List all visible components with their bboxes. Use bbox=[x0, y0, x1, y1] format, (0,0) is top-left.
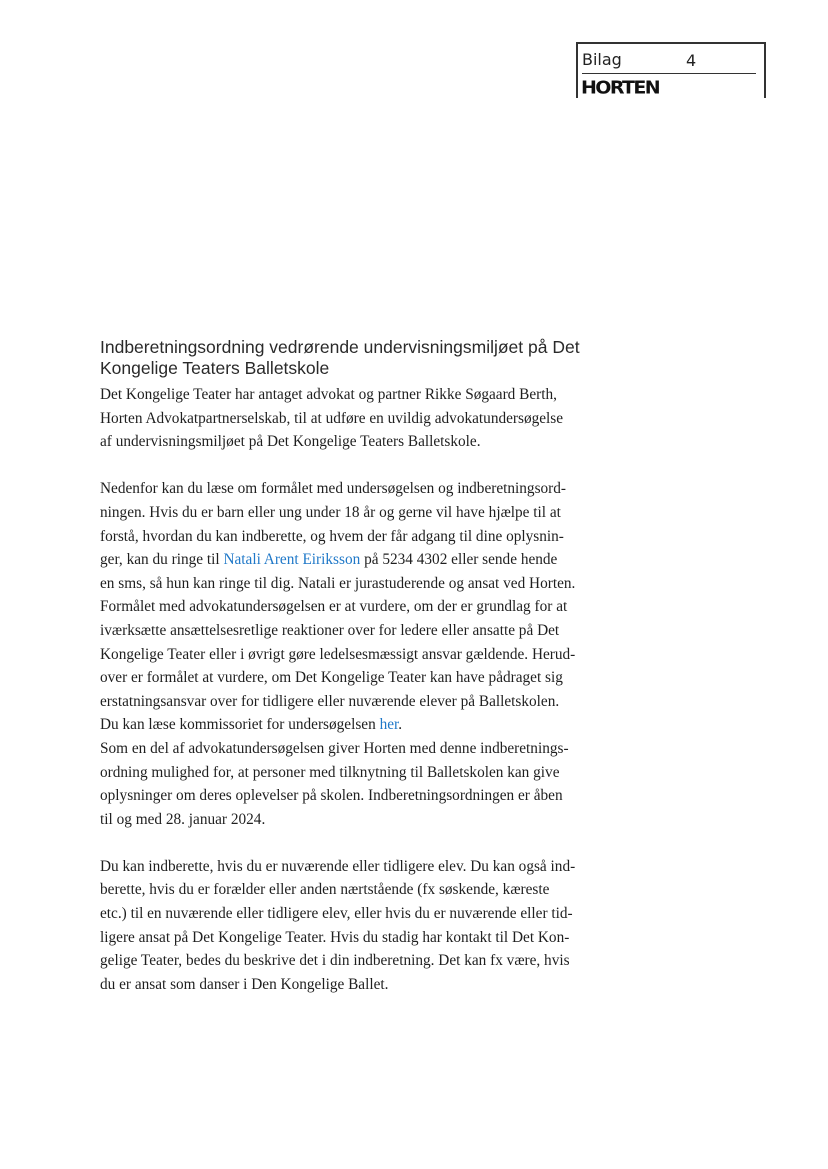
title-line: Indberetningsordning vedrørende undervisningsmiljøet på Det bbox=[100, 337, 580, 357]
text-line: berette, hvis du er forælder eller anden nærtstående (fx søskende, kæreste bbox=[100, 881, 550, 899]
text-line: Det Kongelige Teater har antaget advokat og partner Rikke Søgaard Berth, bbox=[100, 386, 557, 403]
text-fragment: . bbox=[398, 716, 403, 734]
text-fragment: på 5234 4302 eller sende hende bbox=[360, 551, 558, 569]
text-line: oplysninger om deres oplevelser på skolen. Indberetningsordningen er åben bbox=[100, 787, 563, 805]
text-line: Som en del af advokatundersøgelsen giver Horten med denne indberetnings- bbox=[100, 739, 569, 757]
horten-logo: HORTEN bbox=[581, 77, 660, 99]
kommissorium-link[interactable]: her bbox=[379, 716, 399, 734]
text-line: Du kan indberette, hvis du er nuværende eller tidligere elev. Du kan også ind- bbox=[100, 857, 576, 875]
text-line: Horten Advokatpartnerselskab, til at udføre en uvildig advokatundersøgelse bbox=[100, 409, 564, 427]
document-title bbox=[100, 337, 640, 379]
bilag-stamp bbox=[576, 42, 766, 98]
text-line: over er formålet at vurdere, om Det Kongelige Teater kan have pådraget sig bbox=[100, 669, 563, 687]
text-fragment: Du kan læse kommissoriet for undersøgelsen bbox=[100, 716, 380, 734]
document-body bbox=[100, 337, 640, 996]
stamp-label: Bilag bbox=[582, 50, 622, 69]
text-line bbox=[100, 548, 640, 572]
text-line: ordning mulighed for, at personer med tilknytning til Balletskolen kan give bbox=[100, 763, 560, 781]
text-line: forstå, hvordan du kan indberette, og hvem der får adgang til dine oplysnin- bbox=[100, 527, 564, 545]
text-line: etc.) til en nuværende eller tidligere elev, eller hvis du er nuværende eller tid- bbox=[100, 905, 573, 923]
text-line: du er ansat som danser i Den Kongelige Ballet. bbox=[100, 975, 389, 993]
text-line: Kongelige Teater eller i øvrigt gøre ledelsesmæssigt ansvar gældende. Herud- bbox=[100, 645, 576, 663]
paragraph-purpose bbox=[100, 477, 640, 831]
text-line: ligere ansat på Det Kongelige Teater. Hvis du stadig har kontakt til Det Kon- bbox=[100, 928, 570, 946]
contact-person-link[interactable]: Natali Arent Eiriksson bbox=[223, 551, 361, 569]
text-line: erstatningsansvar over for tidligere eller nuværende elever på Balletskolen. bbox=[100, 692, 560, 710]
stamp-divider bbox=[582, 73, 756, 74]
text-line: ningen. Hvis du er barn eller ung under 18 år og gerne vil have hjælpe til at bbox=[100, 503, 561, 521]
paragraph-intro bbox=[100, 383, 640, 454]
paragraph-who-can-report bbox=[100, 855, 640, 997]
stamp-number: 4 bbox=[686, 51, 697, 70]
text-line: gelige Teater, bedes du beskrive det i din indberetning. Det kan fx være, hvis bbox=[100, 952, 570, 970]
text-line: af undervisningsmiljøet på Det Kongelige Teaters Balletskole. bbox=[100, 433, 481, 451]
text-line: iværksætte ansættelsesretlige reaktioner over for ledere eller ansatte på Det bbox=[100, 621, 560, 639]
title-line: Kongelige Teaters Balletskole bbox=[100, 358, 330, 378]
text-line: Formålet med advokatundersøgelsen er at vurdere, om der er grundlag for at bbox=[100, 598, 568, 616]
text-line bbox=[100, 713, 640, 737]
text-fragment: ger, kan du ringe til bbox=[100, 551, 224, 569]
text-line: Nedenfor kan du læse om formålet med undersøgelsen og indberetningsord- bbox=[100, 480, 567, 498]
text-line: til og med 28. januar 2024. bbox=[100, 810, 266, 828]
text-line: en sms, så hun kan ringe til dig. Natali er jurastuderende og ansat ved Horten. bbox=[100, 574, 576, 592]
